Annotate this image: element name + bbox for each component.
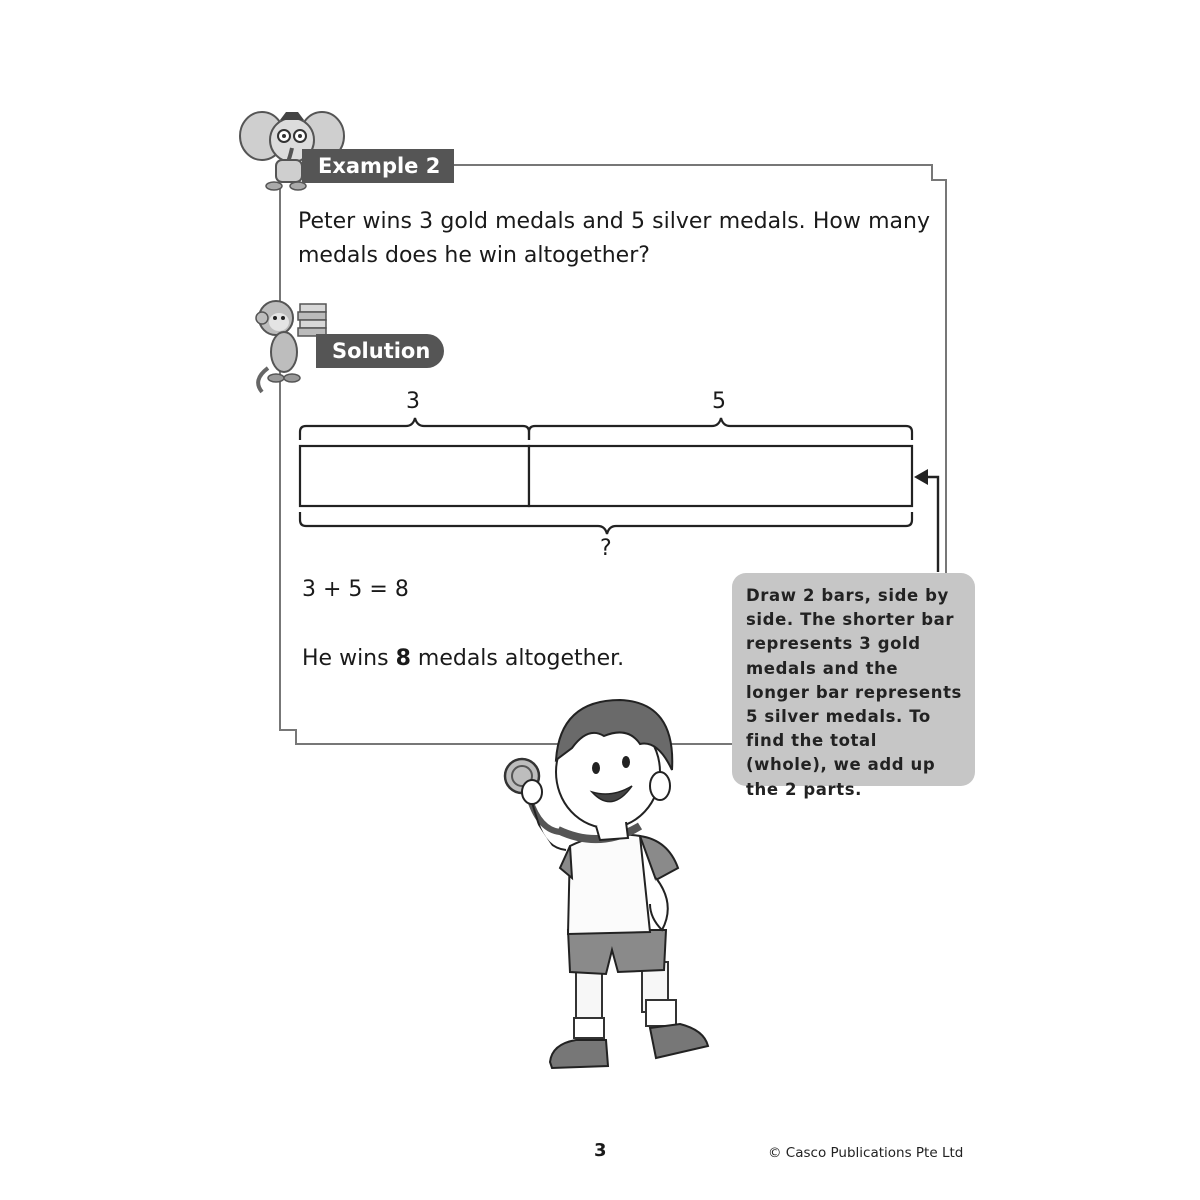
answer-suffix: medals altogether. bbox=[410, 646, 625, 671]
boy-with-medal-illustration bbox=[505, 700, 708, 1068]
arrow-head-icon bbox=[914, 469, 928, 485]
answer-sentence bbox=[302, 646, 624, 671]
question-text: Peter wins 3 gold medals and 5 silver medals. How many medals does he win altogether? bbox=[298, 209, 930, 268]
bar-label-part1: 3 bbox=[406, 389, 420, 414]
brace-part1 bbox=[300, 418, 529, 440]
brace-part2 bbox=[529, 418, 912, 440]
page-number: 3 bbox=[594, 1140, 607, 1161]
copyright: © Casco Publications Pte Ltd bbox=[768, 1145, 964, 1161]
bar-part2 bbox=[529, 446, 912, 506]
answer-value: 8 bbox=[395, 646, 411, 671]
solution-tab: Solution bbox=[316, 334, 444, 368]
hint-note: Draw 2 bars, side by side. The shorter bar represents 3 gold medals and the longer bar represents 5 silver medals. To find the total (whole), we add up the 2 parts. bbox=[732, 573, 975, 786]
answer-prefix: He wins bbox=[302, 646, 396, 671]
bar-label-total: ? bbox=[600, 536, 612, 561]
example-tab: Example 2 bbox=[302, 149, 454, 183]
bar-part1 bbox=[300, 446, 529, 506]
equation: 3 + 5 = 8 bbox=[302, 577, 409, 602]
brace-total bbox=[300, 512, 912, 534]
arrow-line bbox=[924, 477, 938, 572]
bar-label-part2: 5 bbox=[712, 389, 726, 414]
